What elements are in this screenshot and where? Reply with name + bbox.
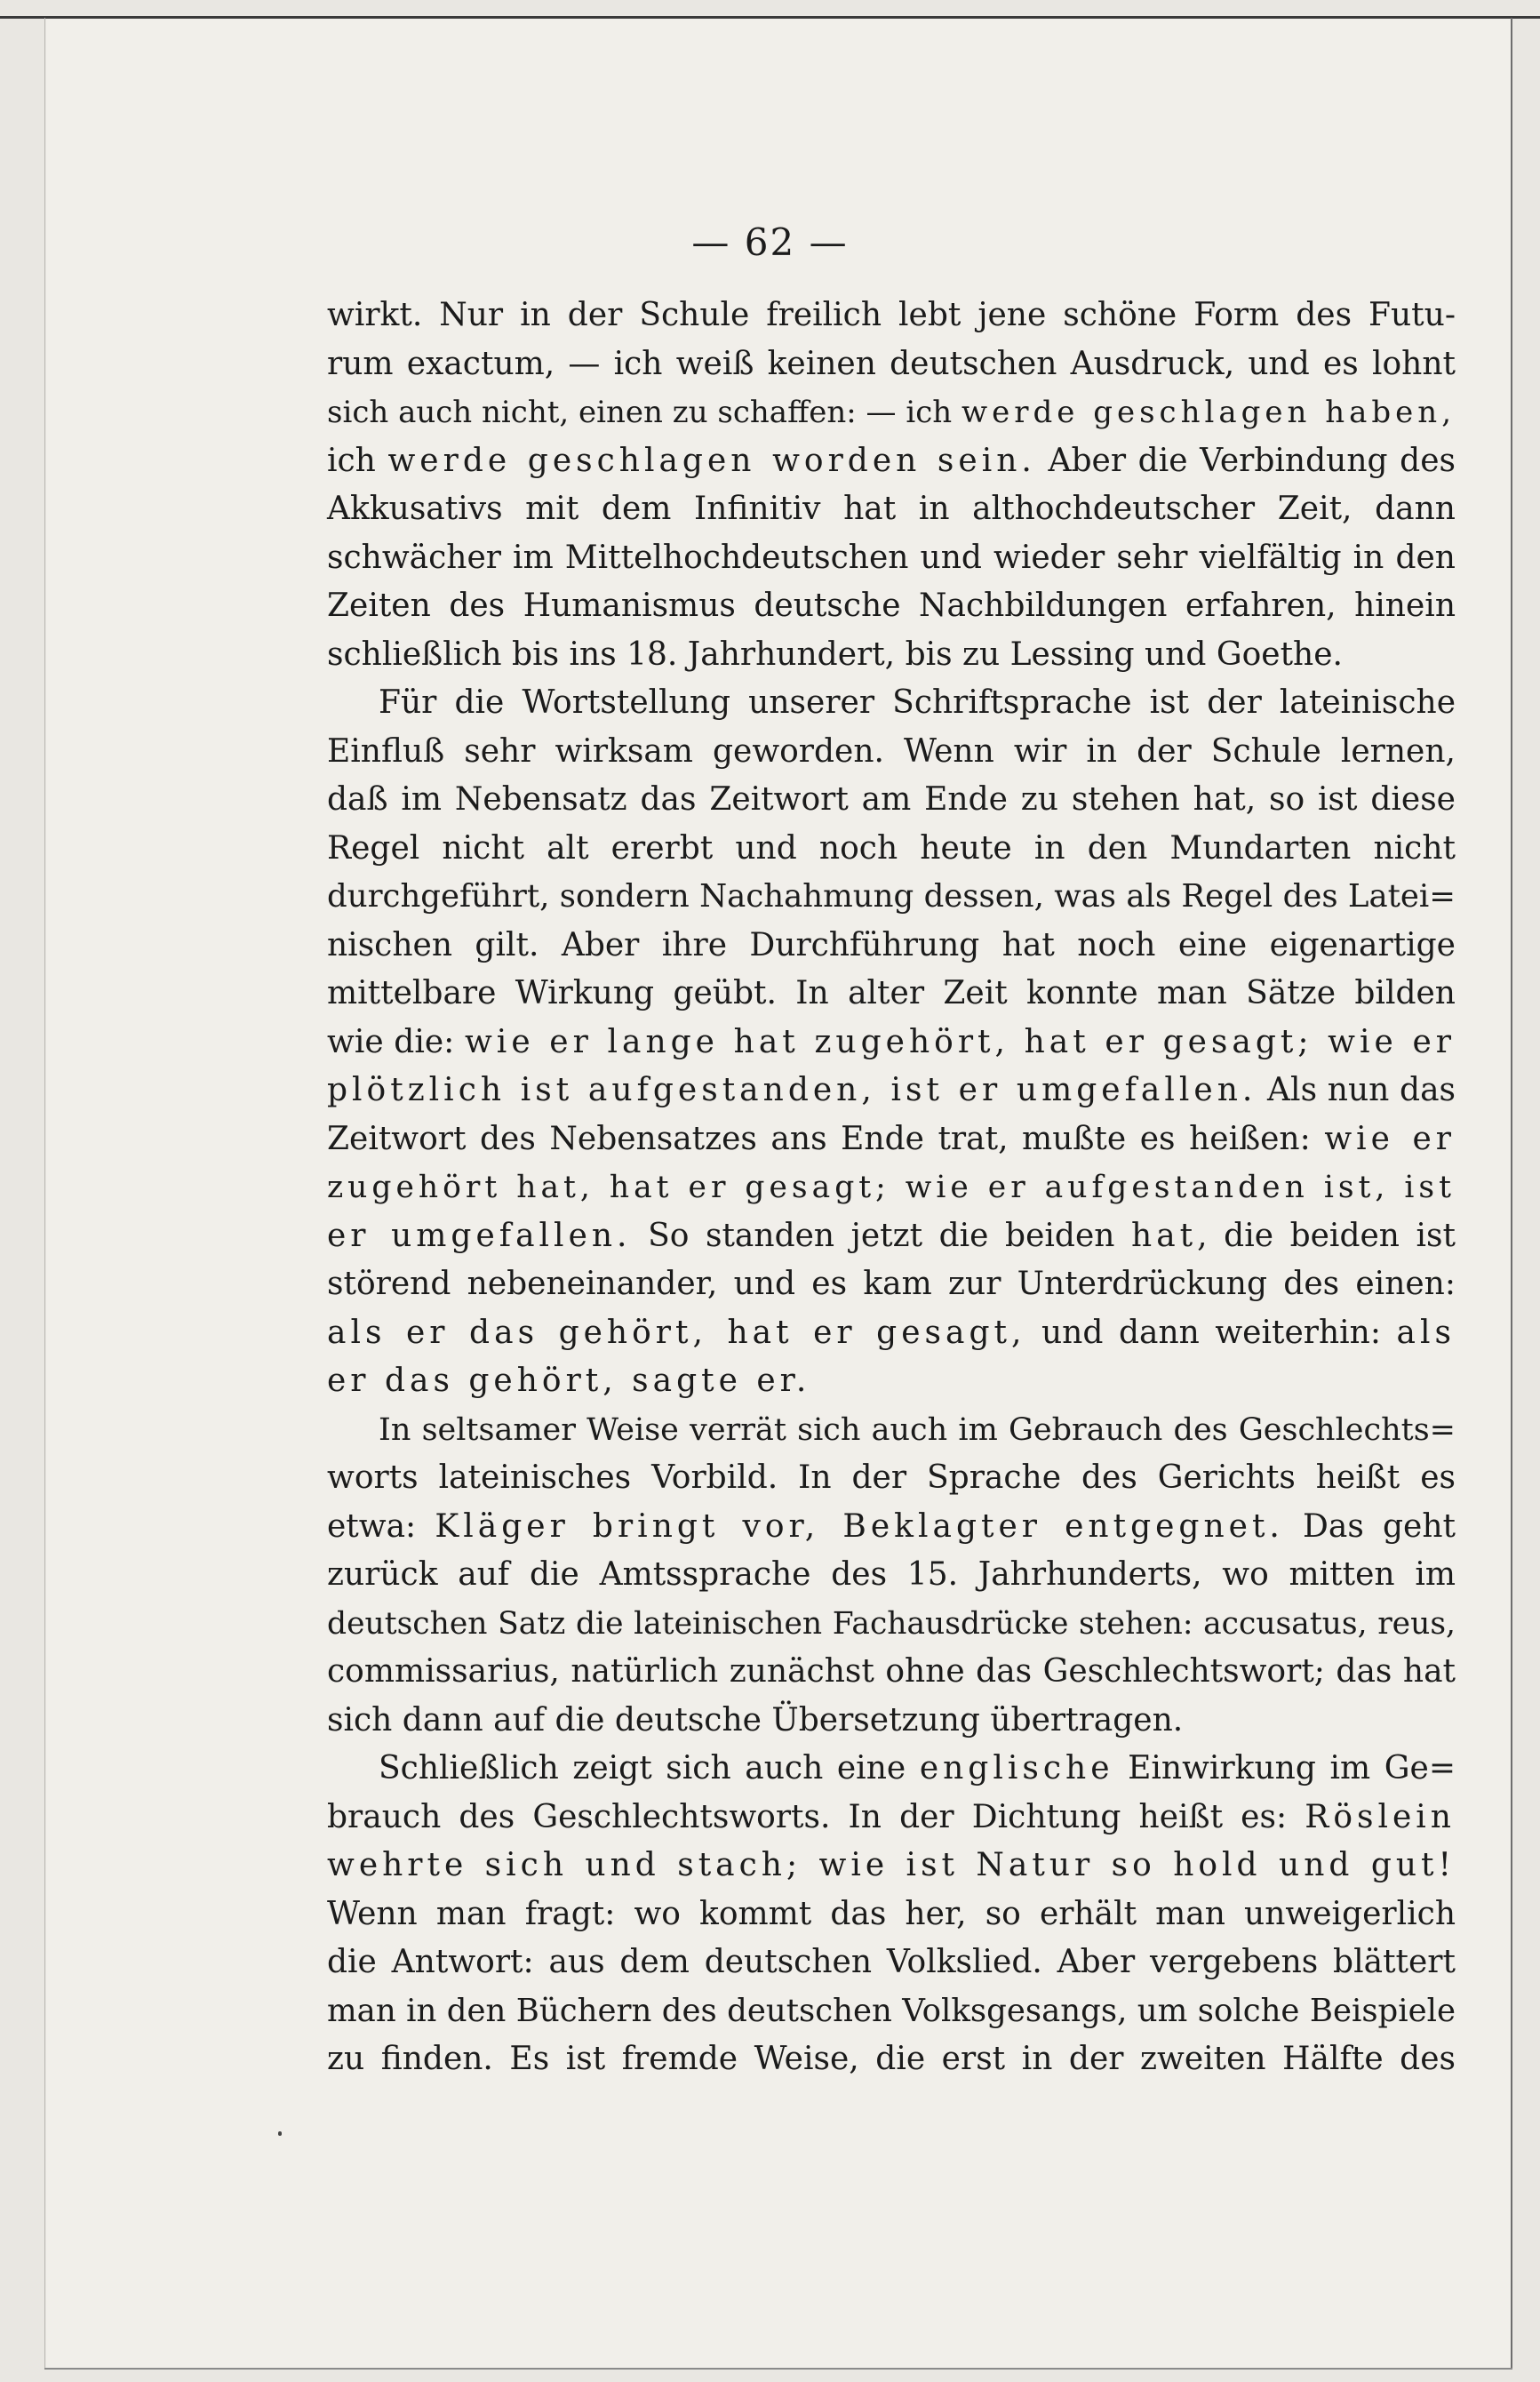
text-line: Regel nicht alt ererbt und noch heute in den Mundarten nicht	[327, 829, 1456, 867]
text-line: wie die: wie er lange hat zugehört, hat er gesagt; wie er	[327, 1023, 1456, 1060]
spaced-emphasis: Kläger bringt vor, Beklagter entgegnet.	[435, 1507, 1284, 1545]
spaced-emphasis: er das gehört, sagte er.	[327, 1363, 811, 1399]
text-line: schwächer im Mittelhochdeutschen und wieder sehr vielfältig in den	[327, 539, 1456, 576]
text-line: Akkusativs mit dem Infinitiv hat in althochdeutscher Zeit, dann	[327, 491, 1456, 527]
scan-border-left	[44, 18, 45, 2369]
text-line	[327, 1357, 1456, 1406]
spaced-emphasis: englische	[919, 1750, 1114, 1786]
text-line: er umgefallen. So standen jetzt die beiden hat, die beiden ist	[327, 1217, 1456, 1254]
text-line: daß im Nebensatz das Zeitwort am Ende zu stehen hat, so ist diese	[327, 781, 1456, 818]
spaced-emphasis: zugehört hat, hat er gesagt; wie er aufgestanden ist, ist	[327, 1170, 1456, 1205]
spaced-emphasis: als	[1396, 1314, 1456, 1351]
text-line: zurück auf die Amtssprache des 15. Jahrhunderts, wo mitten im	[327, 1556, 1456, 1593]
text-line: zu finden. Es ist fremde Weise, die erst in der zweiten Hälfte des	[327, 2041, 1456, 2077]
text-line: brauch des Geschlechtsworts. In der Dichtung heißt es: Röslein	[327, 1798, 1456, 1835]
page-number: — 62 —	[691, 220, 849, 264]
text-line: Zeiten des Humanismus deutsche Nachbildungen erfahren, hinein	[327, 588, 1456, 624]
spaced-emphasis: er umgefallen.	[327, 1217, 632, 1254]
scan-border-bottom	[44, 2368, 1512, 2370]
text-line: mittelbare Wirkung geübt. In alter Zeit konnte man Sätze bilden	[327, 975, 1456, 1011]
text-line: nischen gilt. Aber ihre Durchführung hat noch eine eigenartige	[327, 926, 1456, 963]
text-line: sich auch nicht, einen zu schaffen: — ich werde geschlagen haben,	[327, 395, 1456, 430]
body-text	[327, 292, 1456, 2084]
text-line: etwa: Kläger bringt vor, Beklagter entgegnet. Das geht	[327, 1507, 1456, 1545]
text-line: deutschen Satz die lateinischen Fachausdrücke stehen: accusatus, reus,	[327, 1605, 1456, 1642]
spaced-emphasis: wie er lange hat zugehört, hat er gesagt; wie er	[464, 1023, 1456, 1060]
text-line: schließlich bis ins 18. Jahrhundert, bis zu Lessing und Goethe.	[327, 635, 1343, 673]
text-line: Für die Wortstellung unserer Schriftsprache ist der lateinische	[379, 684, 1456, 721]
dust-speck	[278, 2131, 282, 2136]
text-line: die Antwort: aus dem deutschen Volkslied. Aber vergebens blättert	[327, 1944, 1456, 1980]
spaced-emphasis: Röslein	[1305, 1798, 1456, 1835]
text-line: Einfluß sehr wirksam geworden. Wenn wir in der Schule lernen,	[327, 732, 1456, 770]
spaced-emphasis: hat	[1131, 1217, 1198, 1254]
text-line: wirkt. Nur in der Schule freilich lebt jene schöne Form des Futu-	[327, 297, 1456, 333]
text-line: störend nebeneinander, und es kam zur Unterdrückung des einen:	[327, 1266, 1456, 1302]
spaced-emphasis: plötzlich ist aufgestanden, ist er umgefallen.	[327, 1072, 1257, 1108]
spaced-emphasis: als er das gehört, hat er gesagt,	[327, 1314, 1026, 1351]
text-line: Schließlich zeigt sich auch eine englische Einwirkung im Ge=	[379, 1750, 1456, 1786]
text-line: Zeitwort des Nebensatzes ans Ende trat, mußte es heißen: wie er	[327, 1120, 1456, 1157]
text-line: man in den Büchern des deutschen Volksgesangs, um solche Beispiele	[327, 1992, 1456, 2029]
text-line	[327, 1842, 1456, 1890]
text-line	[327, 1163, 1456, 1212]
text-line: plötzlich ist aufgestanden, ist er umgefallen. Als nun das	[327, 1072, 1456, 1108]
text-line: commissarius, natürlich zunächst ohne das Geschlechtswort; das hat	[327, 1653, 1456, 1690]
spaced-emphasis: werde geschlagen haben,	[962, 395, 1456, 430]
text-line: In seltsamer Weise verrät sich auch im Gebrauch des Geschlechts=	[379, 1411, 1456, 1448]
spaced-emphasis: werde geschlagen worden sein.	[387, 442, 1036, 479]
text-line: ich werde geschlagen worden sein. Aber die Verbindung des	[327, 442, 1456, 479]
text-line: rum exactum, — ich weiß keinen deutschen Ausdruck, und es lohnt	[327, 345, 1456, 382]
scan-border-right	[1511, 18, 1512, 2369]
spaced-emphasis: wie er	[1324, 1120, 1456, 1157]
text-line: worts lateinisches Vorbild. In der Sprache des Gerichts heißt es	[327, 1459, 1456, 1496]
text-line: Wenn man fragt: wo kommt das her, so erhält man unweigerlich	[327, 1895, 1456, 1932]
text-line: als er das gehört, hat er gesagt, und dann weiterhin: als	[327, 1314, 1456, 1351]
text-line: sich dann auf die deutsche Übersetzung übertragen.	[327, 1701, 1184, 1739]
text-line: durchgeführt, sondern Nachahmung dessen, was als Regel des Latei=	[327, 878, 1456, 915]
spaced-emphasis: wehrte sich und stach; wie ist Natur so hold und gut!	[327, 1847, 1456, 1883]
